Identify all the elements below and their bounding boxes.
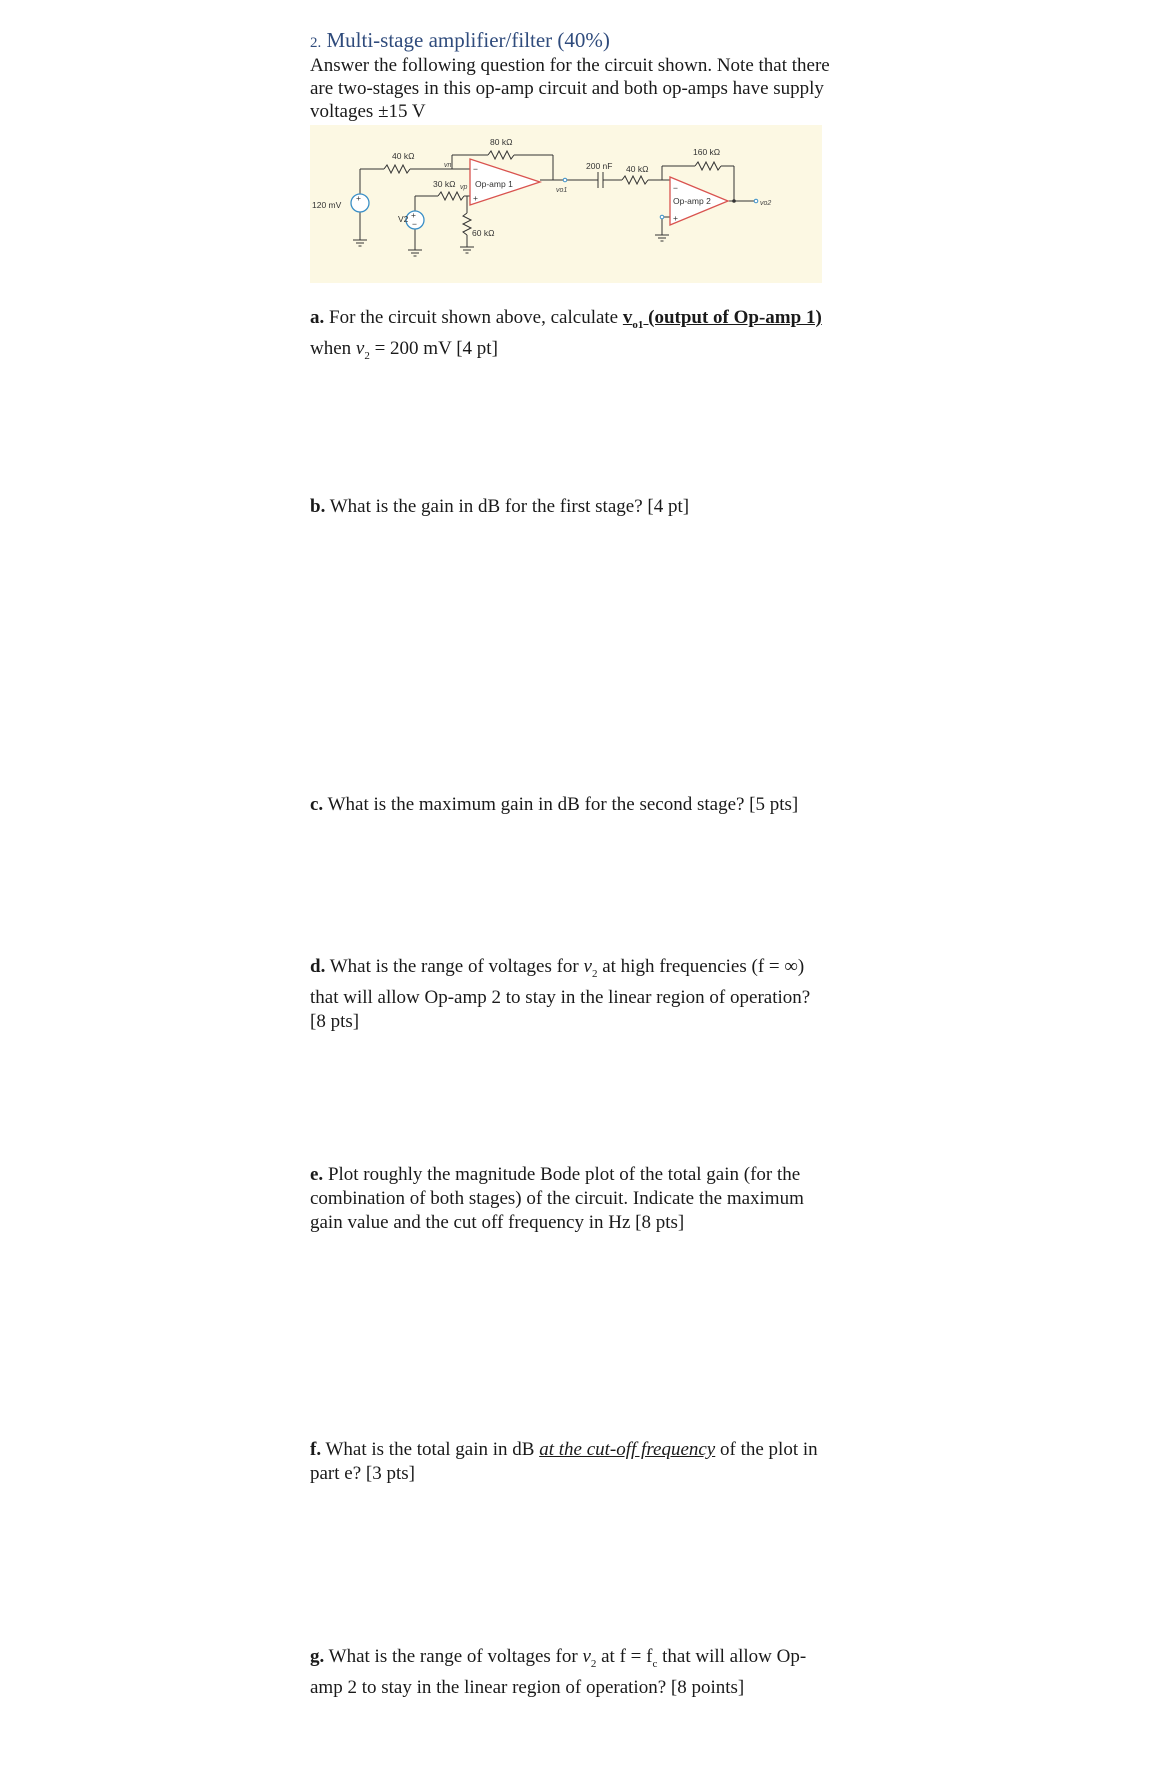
question-d bbox=[310, 955, 830, 1034]
label-node-vp: vp bbox=[460, 184, 468, 191]
label-opamp-2: Op-amp 2 bbox=[673, 196, 711, 206]
problem-heading bbox=[310, 28, 610, 53]
question-e bbox=[310, 1163, 830, 1235]
question-g-text-3: that will allow Op-amp 2 to stay in the linear region of operation? [8 points] bbox=[310, 1646, 807, 1698]
question-g-v: v bbox=[582, 1646, 591, 1667]
question-a-text-2: when bbox=[310, 337, 356, 359]
label-r-input-1: 40 kΩ bbox=[392, 151, 415, 161]
question-d-text-1: What is the range of voltages for bbox=[325, 956, 584, 977]
source-2-minus: − bbox=[412, 219, 417, 229]
question-g-text-2: at f = f bbox=[596, 1646, 653, 1667]
question-g-fc-sub: c bbox=[652, 1657, 658, 1670]
question-e-text: Plot roughly the magnitude Bode plot of the total gain (for the combination of both stages) of the circuit. Indicate the maximum gain value and the cut off frequency in Hz [8 pts] bbox=[310, 1164, 804, 1233]
question-b bbox=[310, 495, 830, 519]
question-f-text-1: What is the total gain in dB bbox=[321, 1439, 540, 1460]
question-c-text: What is the maximum gain in dB for the second stage? [5 pts] bbox=[323, 794, 799, 815]
label-opamp-1: Op-amp 1 bbox=[475, 179, 513, 189]
problem-number: 2. bbox=[310, 35, 322, 51]
question-e-letter: e. bbox=[310, 1164, 324, 1185]
label-node-vn: vn bbox=[444, 162, 452, 169]
question-d-letter: d. bbox=[310, 956, 326, 977]
question-f-emphasis: at the cut-off frequency bbox=[539, 1439, 716, 1460]
question-c bbox=[310, 793, 830, 817]
label-capacitor: 200 nF bbox=[586, 161, 613, 171]
source-2-plus: + bbox=[411, 210, 416, 220]
circuit-diagram bbox=[310, 125, 822, 283]
question-a-vo1-sub: o1 bbox=[632, 318, 644, 331]
question-a bbox=[310, 306, 830, 368]
question-b-letter: b. bbox=[310, 496, 326, 517]
question-a-text-3: = 200 mV [4 pt] bbox=[369, 337, 498, 359]
question-a-text-1: For the circuit shown above, calculate bbox=[324, 307, 623, 328]
question-a-vo1-v: v bbox=[622, 307, 633, 328]
opamp-2-plus: + bbox=[673, 213, 678, 223]
label-r-feedback-1: 80 kΩ bbox=[490, 137, 513, 147]
label-source-2: V2 bbox=[398, 214, 409, 224]
question-a-v: v bbox=[355, 337, 365, 359]
question-a-v-sub: 2 bbox=[364, 349, 370, 362]
question-c-letter: c. bbox=[310, 794, 324, 815]
source-1-plus: + bbox=[356, 193, 361, 203]
question-a-bold-paren: (output of Op-amp 1) bbox=[643, 307, 822, 328]
label-out-1: vo1 bbox=[556, 187, 568, 194]
label-r-ground: 60 kΩ bbox=[472, 228, 495, 238]
label-r-input-stage2: 40 kΩ bbox=[626, 164, 649, 174]
label-source-1: 120 mV bbox=[312, 200, 342, 210]
opamp-2-minus: − bbox=[673, 183, 678, 193]
question-d-v-sub: 2 bbox=[591, 967, 598, 980]
question-d-v: v bbox=[583, 956, 592, 977]
question-g-letter: g. bbox=[310, 1646, 325, 1667]
problem-title: Multi-stage amplifier/filter (40%) bbox=[326, 28, 610, 52]
question-g-text-1: What is the range of voltages for bbox=[324, 1646, 583, 1667]
question-b-text: What is the gain in dB for the first stage? [4 pt] bbox=[325, 496, 690, 517]
question-g-v-sub: 2 bbox=[590, 1657, 597, 1670]
label-r-input-2: 30 kΩ bbox=[433, 179, 456, 189]
opamp-1-plus: + bbox=[473, 193, 478, 203]
question-f bbox=[310, 1438, 830, 1486]
problem-intro: Answer the following question for the circuit shown. Note that there are two-stages in this op-amp circuit and both op-amps have supply voltages ±15 V bbox=[310, 55, 830, 122]
opamp-1-minus: − bbox=[473, 164, 478, 174]
question-a-letter: a. bbox=[310, 307, 325, 328]
label-r-feedback-2: 160 kΩ bbox=[693, 147, 721, 157]
question-g bbox=[310, 1645, 830, 1700]
question-f-letter: f. bbox=[310, 1439, 322, 1460]
label-out-2: vo2 bbox=[760, 200, 772, 207]
question-f-text-2: of the plot in part e? [3 pts] bbox=[310, 1439, 818, 1484]
question-d-text-2: at high frequencies (f = ∞) that will allow Op-amp 2 to stay in the linear region of operation? [8 pts] bbox=[310, 956, 811, 1032]
